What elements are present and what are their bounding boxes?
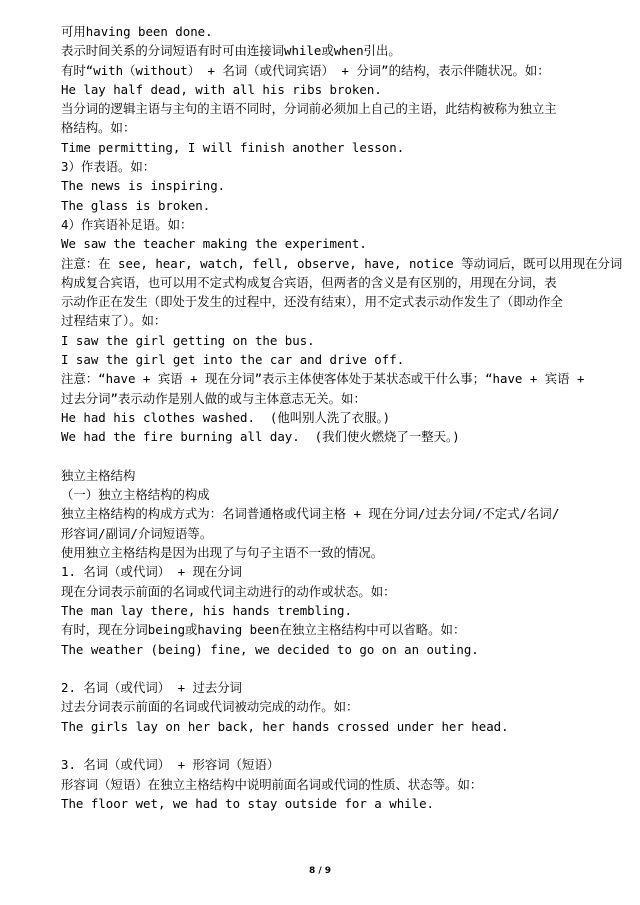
text-line: 格结构。如： <box>61 120 136 136</box>
text-line: The weather (being) fine, we decided to go on an outing. <box>61 641 479 657</box>
text-line: The man lay there, his hands trembling. <box>61 602 352 618</box>
text-line: 2. 名词（或代词） + 过去分词 <box>61 680 243 696</box>
text-line: 示动作正在发生（即处于发生的过程中，还没有结束），用不定式表示动作发生了（即动作全 <box>61 294 563 310</box>
subsection-heading: （一）独立主格结构的构成 <box>61 487 210 503</box>
text-line: 形容词/副词/介词短语等。 <box>61 525 213 541</box>
blank-line <box>61 659 601 678</box>
text-line: 有时“with（without） + 名词（或代词宾语） + 分词”的结构，表示伴随状况。如： <box>61 62 550 78</box>
text-line: 当分词的逻辑主语与主句的主语不同时，分词前必须加上自己的主语，此结构被称为独立主 <box>61 101 557 117</box>
text-line: 有时，现在分词being或having been在独立主格结构中可以省略。如： <box>61 622 466 638</box>
text-line: The news is inspiring. <box>61 178 226 194</box>
page-number: 8 / 9 <box>308 866 332 876</box>
text-line: The girls lay on her back, her hands crossed under her head. <box>61 718 509 734</box>
text-line: We saw the teacher making the experiment. <box>61 236 367 252</box>
text-line: 4）作宾语补足语。如： <box>61 216 193 232</box>
document-body <box>61 22 623 813</box>
text-line: 1. 名词（或代词） + 现在分词 <box>61 564 243 580</box>
text-line: 形容词（短语）在独立主格结构中说明前面名词或代词的性质、状态等。如： <box>61 776 483 792</box>
text-line: 使用独立主格结构是因为出现了与句子主语不一致的情况。 <box>61 545 384 561</box>
text-line: 3）作表语。如： <box>61 159 156 175</box>
text-line: 注意：在 see, hear, watch, fell, observe, have, notice 等动词后，既可以用现在分词 <box>61 255 623 271</box>
text-line: I saw the girl getting on the bus. <box>61 332 315 348</box>
text-line: The glass is broken. <box>61 197 211 213</box>
text-line: 3. 名词（或代词） + 形容词（短语） <box>61 757 280 773</box>
text-line: 表示时间关系的分词短语有时可由连接词while或when引出。 <box>61 43 401 59</box>
text-line: 过程结束了）。如： <box>61 313 167 329</box>
text-line: 过去分词”表示动作是别人做的或与主体意志无关。如： <box>61 390 366 406</box>
text-line: I saw the girl get into the car and drive off. <box>61 352 405 368</box>
text-line: He had his clothes washed. (他叫别人洗了衣服。) <box>61 409 391 425</box>
text-line: The floor wet, we had to stay outside for a while. <box>61 795 434 811</box>
text-line: Time permitting, I will finish another lesson. <box>61 139 405 155</box>
text-line: 现在分词表示前面的名词或代词主动进行的动作或状态。如： <box>61 583 396 599</box>
text-line: 构成复合宾语，也可以用不定式构成复合宾语，但两者的含义是有区别的，用现在分词，表 <box>61 274 557 290</box>
text-line: 过去分词表示前面的名词或代词被动完成的动作。如： <box>61 699 359 715</box>
text-line: 注意：“have + 宾语 + 现在分词”表示主体使客体处于某状态或干什么事；“have + 宾语 + <box>61 371 585 387</box>
blank-line <box>61 736 601 755</box>
text-line: 独立主格结构的构成方式为：名词普通格或代词主格 + 现在分词/过去分词/不定式/名词/ <box>61 506 560 522</box>
text-line: We had the fire burning all day. (我们使火燃烧了一整天。) <box>61 429 460 445</box>
blank-line <box>61 447 601 466</box>
text-line: 可用having been done. <box>61 24 213 39</box>
text-line: He lay half dead, with all his ribs broken. <box>61 81 382 97</box>
section-heading: 独立主格结构 <box>61 467 136 483</box>
